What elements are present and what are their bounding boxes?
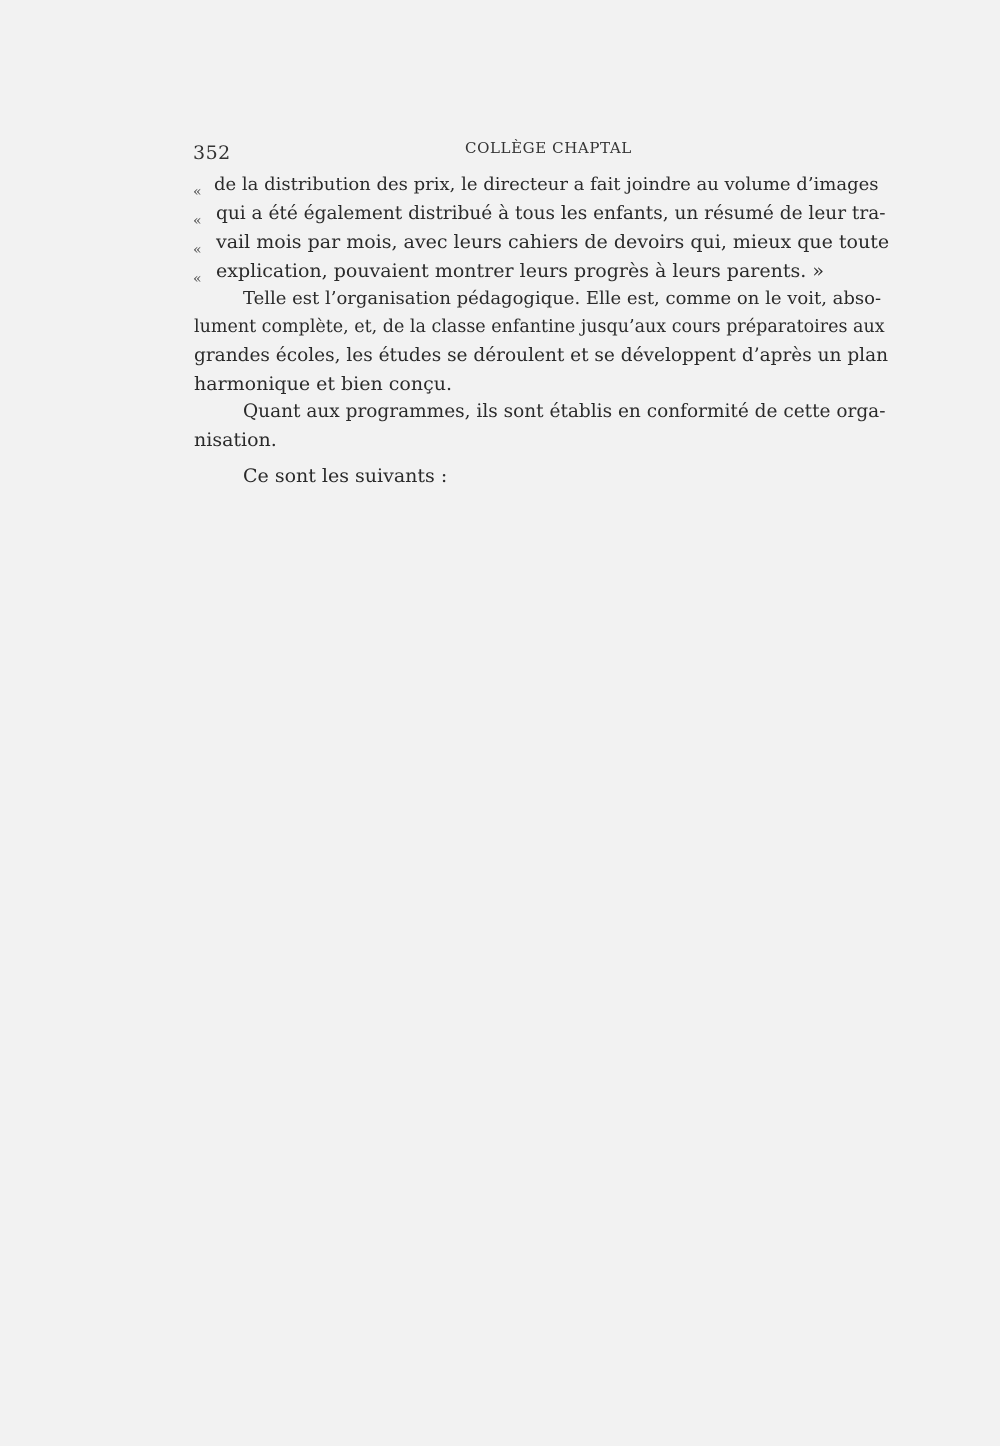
text-line (194, 314, 885, 340)
text-line (216, 229, 889, 255)
text-line-content: lument complète, et, de la classe enfantine jusqu’aux cours préparatoires aux (194, 317, 885, 337)
text-line (243, 286, 881, 312)
text-line (216, 258, 824, 284)
text-line (194, 343, 888, 369)
text-line-content: nisation. (194, 429, 277, 451)
text-line-content: Ce sont les suivants : (243, 465, 448, 487)
text-line (243, 463, 447, 489)
quote-mark: « (193, 271, 202, 287)
running-title: COLLÈGE CHAPTAL (465, 139, 632, 157)
quote-mark: « (193, 184, 202, 200)
text-line (194, 371, 452, 397)
text-line-content: Telle est l’organisation pédagogique. Elle est, comme on le voit, abso- (243, 288, 882, 309)
text-line-content: vail mois par mois, avec leurs cahiers de devoirs qui, mieux que toute (216, 231, 890, 253)
text-line-content: harmonique et bien conçu. (194, 373, 453, 395)
text-line (243, 399, 885, 425)
quote-mark: « (193, 213, 202, 229)
text-line-content: qui a été également distribué à tous les enfants, un résumé de leur tra- (216, 203, 886, 224)
text-line-content: Quant aux programmes, ils sont établis en conformité de cette orga- (243, 401, 886, 422)
text-line-content: de la distribution des prix, le directeur a fait joindre au volume d’images (214, 174, 879, 195)
text-line-content: grandes écoles, les études se déroulent et se développent d’après un plan (194, 345, 889, 366)
text-line-content: explication, pouvaient montrer leurs progrès à leurs parents. » (216, 260, 824, 282)
quote-mark: « (193, 242, 202, 258)
text-line (214, 172, 889, 198)
text-line (216, 201, 886, 227)
page-number: 352 (193, 142, 231, 164)
text-line (194, 427, 277, 453)
